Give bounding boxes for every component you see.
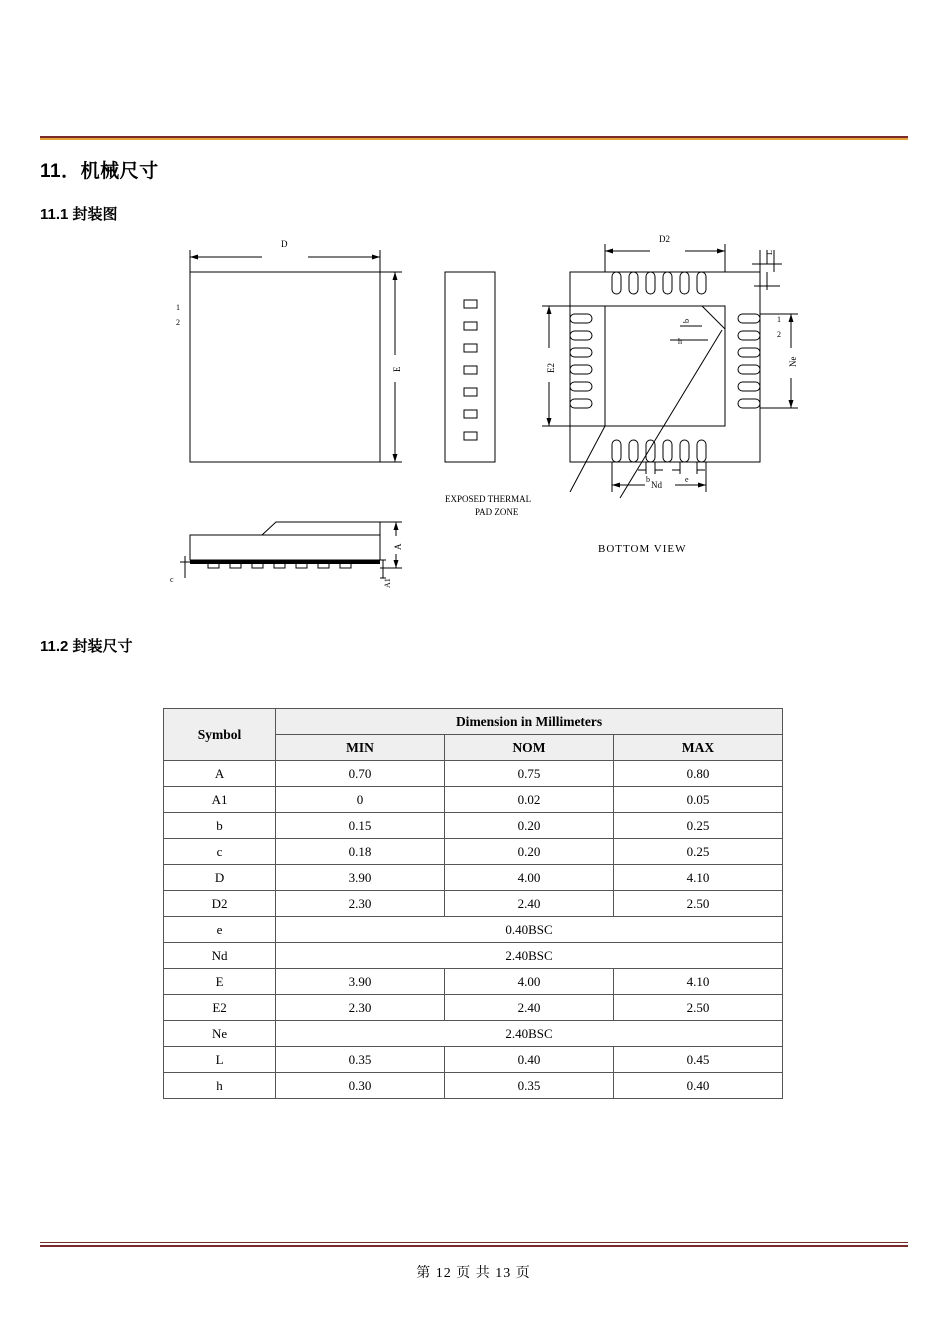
cell-min: 0.35 xyxy=(276,1047,445,1073)
label-pin2-bottom: 2 xyxy=(777,330,781,339)
subsection-heading-package-dimensions: 11.2 封装尺寸 xyxy=(40,638,133,655)
cell-nom: 0.40 xyxy=(444,1047,613,1073)
cell-symbol: c xyxy=(164,839,276,865)
cell-max: 4.10 xyxy=(613,865,782,891)
cell-symbol: E2 xyxy=(164,995,276,1021)
table-row xyxy=(164,891,783,917)
label-b-pad: b xyxy=(682,319,691,323)
label-c: c xyxy=(170,575,174,584)
cell-max: 2.50 xyxy=(613,995,782,1021)
cell-value-span: 0.40BSC xyxy=(276,917,783,943)
label-thermal-pad-line2: PAD ZONE xyxy=(475,507,519,517)
label-a: A xyxy=(393,543,403,550)
cell-max: 0.25 xyxy=(613,839,782,865)
label-a1: A1 xyxy=(383,578,392,588)
cell-max: 0.25 xyxy=(613,813,782,839)
cell-symbol: b xyxy=(164,813,276,839)
label-l: L xyxy=(765,250,774,255)
cell-symbol: A xyxy=(164,761,276,787)
label-d: D xyxy=(281,239,288,249)
cell-max: 0.40 xyxy=(613,1073,782,1099)
header-dimension-group: Dimension in Millimeters xyxy=(276,709,783,735)
footer-divider xyxy=(40,1242,908,1246)
table-row xyxy=(164,1047,783,1073)
cell-nom: 2.40 xyxy=(444,995,613,1021)
table-header-row-1 xyxy=(164,709,783,735)
table-row xyxy=(164,1073,783,1099)
cell-min: 2.30 xyxy=(276,891,445,917)
cell-max: 4.10 xyxy=(613,969,782,995)
cell-value-span: 2.40BSC xyxy=(276,943,783,969)
table-row xyxy=(164,917,783,943)
table-row xyxy=(164,865,783,891)
cell-nom: 2.40 xyxy=(444,891,613,917)
table-head xyxy=(164,709,783,761)
cell-nom: 0.20 xyxy=(444,839,613,865)
cell-min: 0 xyxy=(276,787,445,813)
cell-nom: 4.00 xyxy=(444,865,613,891)
cell-max: 2.50 xyxy=(613,891,782,917)
footer-divider-line-thin xyxy=(40,1242,908,1243)
table-row xyxy=(164,943,783,969)
cell-symbol: e xyxy=(164,917,276,943)
table-row xyxy=(164,969,783,995)
label-bottom-view: BOTTOM VIEW xyxy=(598,543,687,555)
subsection-heading-package-drawing: 11.1 封装图 xyxy=(40,206,118,223)
table-row xyxy=(164,787,783,813)
cell-symbol: L xyxy=(164,1047,276,1073)
table-row xyxy=(164,1021,783,1047)
cell-min: 0.18 xyxy=(276,839,445,865)
cell-symbol: Nd xyxy=(164,943,276,969)
page-title: 11．机械尺寸 xyxy=(40,161,159,182)
label-e-pitch: e xyxy=(685,475,689,484)
package-outline-drawing xyxy=(150,230,830,610)
cell-symbol: Ne xyxy=(164,1021,276,1047)
header-symbol: Symbol xyxy=(164,709,276,761)
label-pin1-bottom: 1 xyxy=(777,315,781,324)
cell-min: 3.90 xyxy=(276,969,445,995)
table-body xyxy=(164,761,783,1099)
cell-symbol: D2 xyxy=(164,891,276,917)
cell-max: 0.80 xyxy=(613,761,782,787)
cell-symbol: h xyxy=(164,1073,276,1099)
cell-nom: 0.02 xyxy=(444,787,613,813)
table-row xyxy=(164,995,783,1021)
header-divider xyxy=(40,136,908,140)
header-min: MIN xyxy=(276,735,445,761)
package-dimensions-table xyxy=(163,708,783,1099)
header-max: MAX xyxy=(613,735,782,761)
cell-nom: 0.35 xyxy=(444,1073,613,1099)
cell-min: 0.15 xyxy=(276,813,445,839)
footer-divider-line-thick xyxy=(40,1245,908,1247)
cell-symbol: E xyxy=(164,969,276,995)
header-nom: NOM xyxy=(444,735,613,761)
label-e2: E2 xyxy=(546,363,556,373)
table-row xyxy=(164,839,783,865)
cell-symbol: D xyxy=(164,865,276,891)
page-footer: 第 12 页 共 13 页 xyxy=(416,1266,531,1281)
cell-min: 0.70 xyxy=(276,761,445,787)
cell-symbol: A1 xyxy=(164,787,276,813)
label-e: E xyxy=(392,366,402,372)
label-thermal-pad-line1: EXPOSED THERMAL xyxy=(445,494,532,504)
header-divider-line-orange xyxy=(40,138,908,140)
label-nd: Nd xyxy=(651,480,662,490)
label-ne: Ne xyxy=(788,356,798,367)
label-h-pad: h xyxy=(678,337,682,346)
cell-nom: 4.00 xyxy=(444,969,613,995)
cell-nom: 0.20 xyxy=(444,813,613,839)
label-pin1-top: 1 xyxy=(176,303,180,312)
table-row xyxy=(164,813,783,839)
cell-min: 2.30 xyxy=(276,995,445,1021)
cell-nom: 0.75 xyxy=(444,761,613,787)
cell-min: 3.90 xyxy=(276,865,445,891)
cell-max: 0.45 xyxy=(613,1047,782,1073)
label-d2: D2 xyxy=(659,234,670,244)
table-row xyxy=(164,761,783,787)
cell-value-span: 2.40BSC xyxy=(276,1021,783,1047)
cell-min: 0.30 xyxy=(276,1073,445,1099)
cell-max: 0.05 xyxy=(613,787,782,813)
label-pin2-top: 2 xyxy=(176,318,180,327)
label-b-bottom: b xyxy=(646,475,650,484)
